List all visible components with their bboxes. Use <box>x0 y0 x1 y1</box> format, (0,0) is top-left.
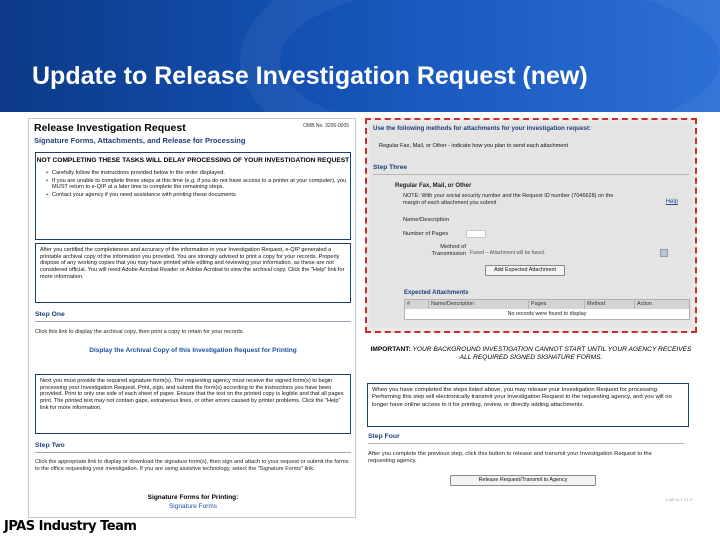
column-header: Pages <box>529 300 585 309</box>
warning-text: NOT COMPLETING THESE TASKS WILL DELAY PROCESSING OF YOUR INVESTIGATION REQUEST <box>36 157 350 164</box>
release-info-text: When you have completed the steps listed above, you may release your Investigation Request for processing. Performing this step will electronically transmit your Investigation Request to the requesting agency, and you will no longer have online access to it for printing, review, or directly adding attachments. <box>372 387 672 408</box>
column-header: Method <box>585 300 635 309</box>
pages-label: Number of Pages <box>403 231 449 237</box>
signature-forms-link[interactable]: Signature Forms <box>168 503 218 510</box>
step-two-heading: Step Two <box>35 442 65 449</box>
step-one-text: Click this link to display the archival copy, then print a copy to retain for your records. <box>35 329 245 335</box>
expected-attachments-heading: Expected Attachments <box>404 290 469 296</box>
divider <box>35 321 351 322</box>
column-header: Action <box>637 301 652 307</box>
important-notice <box>365 346 697 362</box>
divider <box>373 174 689 175</box>
important-label: IMPORTANT: <box>370 346 411 353</box>
method-value: Faxed -- Attachment will be faxed. <box>470 250 546 256</box>
column-header: Name/Description <box>429 300 529 309</box>
omb-number: OMB No. 3206-0005 <box>303 123 349 129</box>
method-checkbox[interactable] <box>660 249 668 257</box>
signature-info-box <box>35 374 351 434</box>
attachments-highlight <box>365 118 697 333</box>
signature-info-text: Next you must provide the required signature form(s). The requesting agency must receive the signed form(s) to begin processing your Investigation Request. Print, sign, and submit the form(s) according to the instructions you have been provided. Print to only one side of each sheet of paper. Ensure that the text on the printed copy is legible and that all pages print. The printed text may not contain gaps, extraneous lines, or other errors caused by printer problems. Click the "Help" link for more information. <box>40 378 344 411</box>
header-decoration <box>240 0 720 112</box>
jpas-logo: JPAS Industry Team <box>4 519 137 534</box>
divider <box>368 443 684 444</box>
pages-input[interactable] <box>466 230 486 238</box>
table-header <box>405 300 689 309</box>
empty-table-message: No records were found to display <box>507 311 587 317</box>
archival-info-box <box>35 243 351 303</box>
release-info-box <box>367 383 689 427</box>
step-two-text: Click the appropriate link to display or download the signature form(s), then sign and attach to your request or submit the forms to the office requesting your investigation. If you are using assistive technology, select the "Signature Forms" link. <box>35 459 349 472</box>
warning-box <box>35 152 351 240</box>
step-four-heading: Step Four <box>368 433 400 440</box>
version-footer: e-QIP v2.1.7.3.17 <box>665 498 693 502</box>
attachment-note: NOTE: With your social security number and the Request ID number (7046628) on the margin of each attachment you submit <box>403 193 614 206</box>
instruction-item: • If you are unable to complete these steps at this time (e.g. if you do not have access to a printer at your computer), you MUST return to e-QIP at a later time to complete the remaining steps. <box>46 178 350 191</box>
method-subheading: Regular Fax, Mail, or Other <box>395 183 472 189</box>
slide-header <box>0 0 720 112</box>
step-three-heading: Step Three <box>373 164 408 171</box>
instruction-item: • Contact your agency if you need assistance with printing these documents. <box>46 192 350 199</box>
right-screenshot-panel <box>365 118 697 518</box>
instruction-list <box>46 170 350 198</box>
archival-info-text: After you certified the completeness and accuracy of the information in your Investigation Request, e-QIP generated a printable archival copy of the information you provided. You are strongly advised to print a copy for your records. Properly dispose of any working copies that you may have printed while editing and reviewing your information, as these are not considered official. You will need Adobe Acrobat Reader or Adobe Acrobat to view the archival copy. Click the "Help" link for more information. <box>40 247 345 280</box>
divider <box>35 452 351 453</box>
archival-copy-link[interactable]: Display the Archival Copy of this Investigation Request for Printing <box>89 347 297 354</box>
add-attachment-button[interactable]: Add Expected Attachment <box>485 265 565 276</box>
page-title: Release Investigation Request <box>34 122 186 134</box>
attachments-header: Use the following methods for attachments for your investigation request: <box>373 125 591 132</box>
attachments-table <box>404 299 690 320</box>
slide-title: Update to Release Investigation Request (new) <box>32 62 588 90</box>
name-label: Name/Description <box>403 217 450 223</box>
page-subtitle: Signature Forms, Attachments, and Release for Processing <box>34 136 246 145</box>
attachment-method-bullet: Regular Fax, Mail, or Other - indicate how you plan to send each attachment <box>379 143 569 149</box>
help-link[interactable]: Help <box>665 199 678 205</box>
step-one-heading: Step One <box>35 311 65 318</box>
release-request-button[interactable]: Release Request/Transmit to Agency <box>450 475 596 486</box>
column-header: # <box>405 300 429 309</box>
method-label: Method of Transmission <box>431 244 466 257</box>
important-text: YOUR BACKGROUND INVESTIGATION CANNOT START UNTIL YOUR AGENCY RECEIVES ALL REQUIRED SIGNED SIGNATURE FORMS. <box>410 346 692 361</box>
signature-forms-heading: Signature Forms for Printing: <box>147 494 239 501</box>
instruction-item: • Carefully follow the instructions provided below in the order displayed. <box>46 170 350 177</box>
step-four-text: After you complete the previous step, click this button to release and transmit your Investigation Request to the requesting agency. <box>368 451 652 464</box>
attachments-section <box>370 123 692 328</box>
left-screenshot-panel <box>28 118 356 518</box>
